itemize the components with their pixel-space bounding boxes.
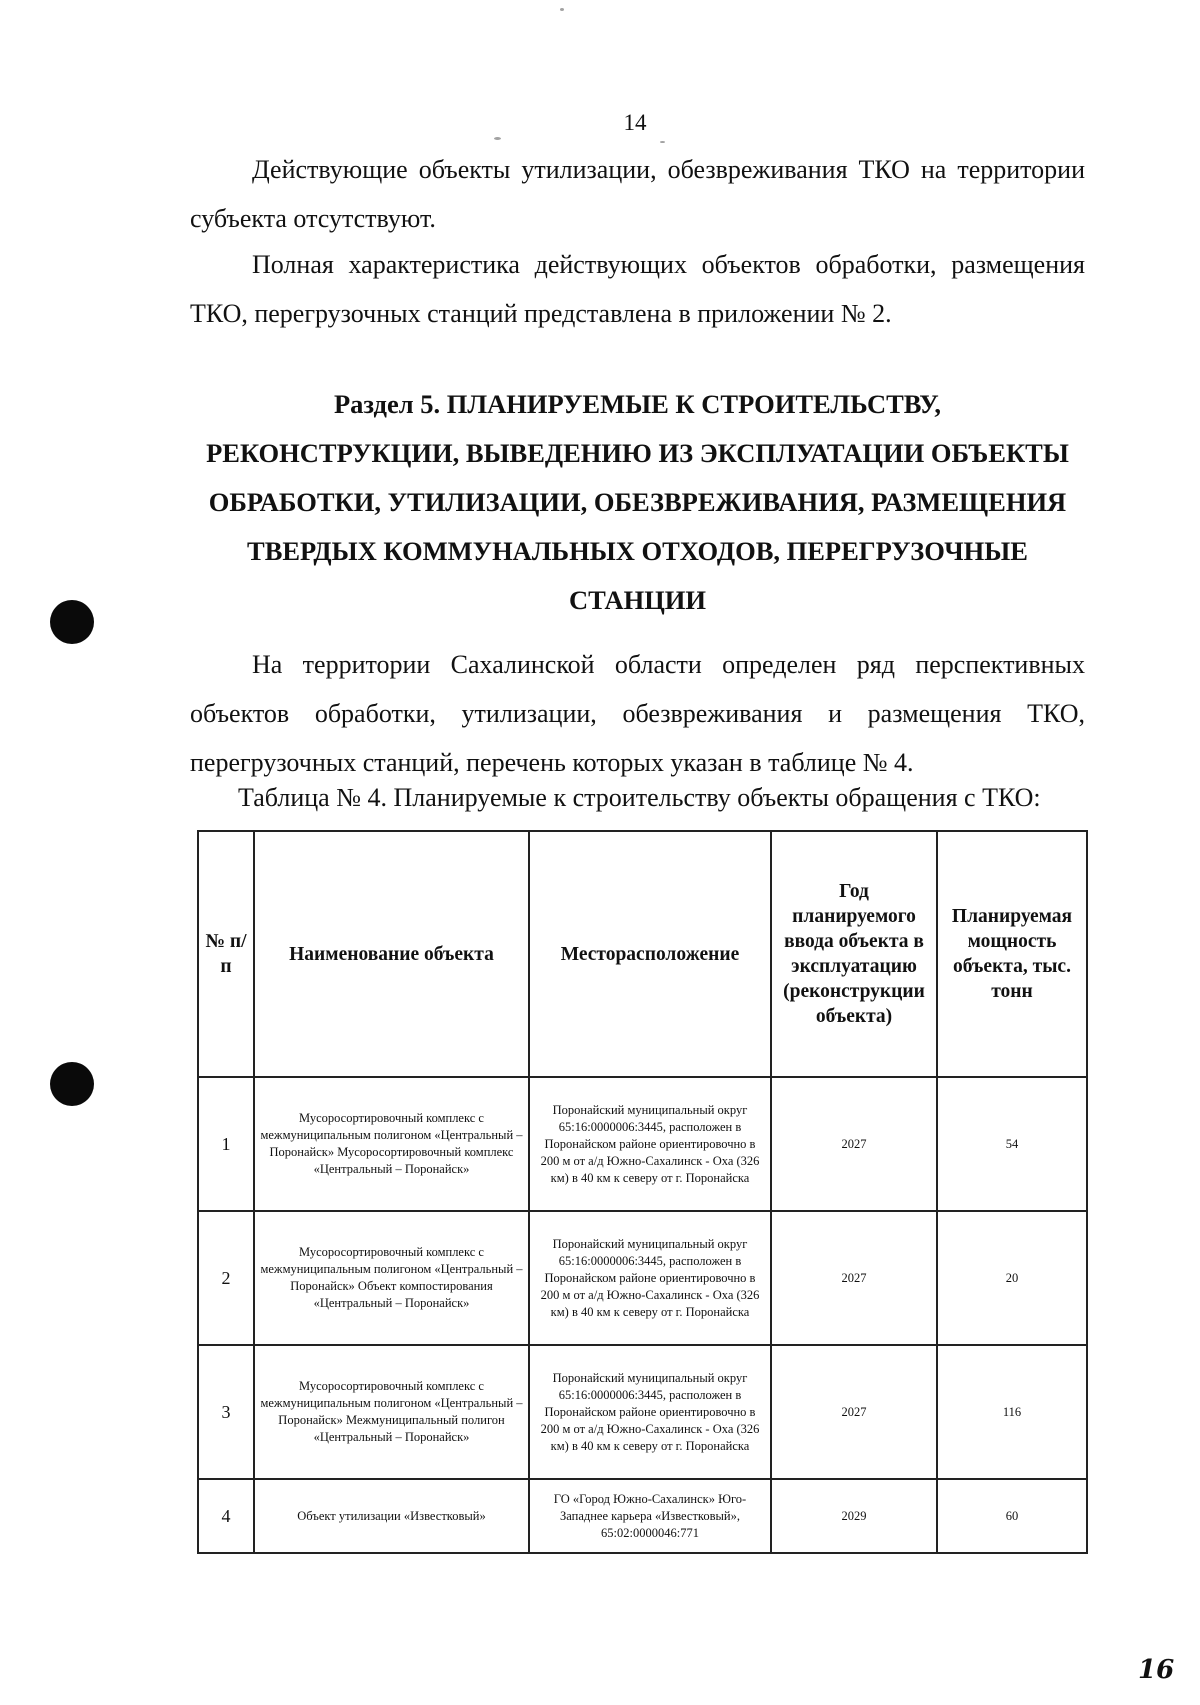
cell-location: Поронайский муниципальный округ 65:16:0000006:3445, расположен в Поронайском районе ориентировочно в 200 м от а/д Южно-Сахалинск - Оха (326 км) в 40 км к северу от г. Поронайска bbox=[529, 1211, 771, 1345]
cell-object-name: Мусоросортировочный комплекс с межмуниципальным полигоном «Центральный – Поронайск» Объект компостирования «Центральный – Поронайск» bbox=[254, 1211, 529, 1345]
cell-capacity: 60 bbox=[937, 1479, 1087, 1553]
cell-number: 1 bbox=[198, 1077, 254, 1211]
punch-hole bbox=[50, 600, 94, 644]
paragraph-no-utilization-objects: Действующие объекты утилизации, обезвреживания ТКО на территории субъекта отсутствуют. bbox=[190, 155, 1085, 233]
cell-year: 2027 bbox=[771, 1211, 937, 1345]
handwritten-page-mark: 16 bbox=[1138, 1655, 1175, 1685]
table-caption: Таблица № 4. Планируемые к строительству объекты обращения с ТКО: bbox=[238, 783, 1041, 812]
heading-line: ОБРАБОТКИ, УТИЛИЗАЦИИ, ОБЕЗВРЕЖИВАНИЯ, РАЗМЕЩЕНИЯ bbox=[208, 487, 1067, 517]
punch-hole bbox=[50, 1062, 94, 1106]
header-location: Месторасположение bbox=[529, 831, 771, 1077]
cell-location: Поронайский муниципальный округ 65:16:0000006:3445, расположен в Поронайском районе ориентировочно в 200 м от а/д Южно-Сахалинск - Оха (326 км) в 40 км к северу от г. Поронайска bbox=[529, 1077, 771, 1211]
table-row bbox=[198, 1479, 1087, 1553]
paragraph-full-characteristics: Полная характеристика действующих объектов обработки, размещения ТКО, перегрузочных станций представлена в приложении № 2. bbox=[190, 250, 1085, 328]
cell-capacity: 20 bbox=[937, 1211, 1087, 1345]
cell-year: 2029 bbox=[771, 1479, 937, 1553]
header-commission-year: Год планируемого ввода объекта в эксплуатацию (реконструкции объекта) bbox=[771, 831, 937, 1077]
cell-number: 2 bbox=[198, 1211, 254, 1345]
cell-year: 2027 bbox=[771, 1077, 937, 1211]
heading-line: СТАНЦИИ bbox=[568, 585, 707, 615]
table-row bbox=[198, 1345, 1087, 1479]
cell-object-name: Объект утилизации «Известковый» bbox=[254, 1479, 529, 1553]
header-number: № п/п bbox=[198, 831, 254, 1077]
table-row bbox=[198, 1211, 1087, 1345]
heading-line: ТВЕРДЫХ КОММУНАЛЬНЫХ ОТХОДОВ, ПЕРЕГРУЗОЧНЫЕ bbox=[247, 536, 1028, 566]
cell-location: ГО «Город Южно-Сахалинск» Юго-Западнее карьера «Известковый», 65:02:0000046:771 bbox=[529, 1479, 771, 1553]
cell-object-name: Мусоросортировочный комплекс с межмуниципальным полигоном «Центральный – Поронайск» Межмуниципальный полигон «Центральный – Поронайск» bbox=[254, 1345, 529, 1479]
heading-line: РЕКОНСТРУКЦИИ, ВЫВЕДЕНИЮ ИЗ ЭКСПЛУАТАЦИИ ОБЪЕКТЫ bbox=[206, 438, 1069, 468]
cell-year: 2027 bbox=[771, 1345, 937, 1479]
table-header-row bbox=[198, 831, 1087, 1077]
cell-capacity: 116 bbox=[937, 1345, 1087, 1479]
heading-line: Раздел 5. ПЛАНИРУЕМЫЕ К СТРОИТЕЛЬСТВУ, bbox=[333, 389, 942, 419]
scan-speckle bbox=[660, 141, 665, 143]
planned-objects-table bbox=[197, 830, 1088, 1554]
paragraph-sakhalin-objects: На территории Сахалинской области определен ряд перспективных объектов обработки, утилизации, обезвреживания и размещения ТКО, перегрузочных станций, перечень которых указан в таблице № 4. bbox=[190, 650, 1085, 777]
header-object-name: Наименование объекта bbox=[254, 831, 529, 1077]
scan-speckle bbox=[560, 8, 564, 11]
cell-number: 3 bbox=[198, 1345, 254, 1479]
table-row bbox=[198, 1077, 1087, 1211]
cell-object-name: Мусоросортировочный комплекс с межмуниципальным полигоном «Центральный – Поронайск» Мусоросортировочный комплекс «Центральный – Поронайск» bbox=[254, 1077, 529, 1211]
header-capacity: Планируемая мощность объекта, тыс. тонн bbox=[937, 831, 1087, 1077]
section-heading bbox=[170, 380, 1105, 625]
cell-capacity: 54 bbox=[937, 1077, 1087, 1211]
page-number: 14 bbox=[623, 110, 647, 135]
cell-number: 4 bbox=[198, 1479, 254, 1553]
cell-location: Поронайский муниципальный округ 65:16:0000006:3445, расположен в Поронайском районе ориентировочно в 200 м от а/д Южно-Сахалинск - Оха (326 км) в 40 км к северу от г. Поронайска bbox=[529, 1345, 771, 1479]
scan-speckle bbox=[494, 137, 501, 140]
